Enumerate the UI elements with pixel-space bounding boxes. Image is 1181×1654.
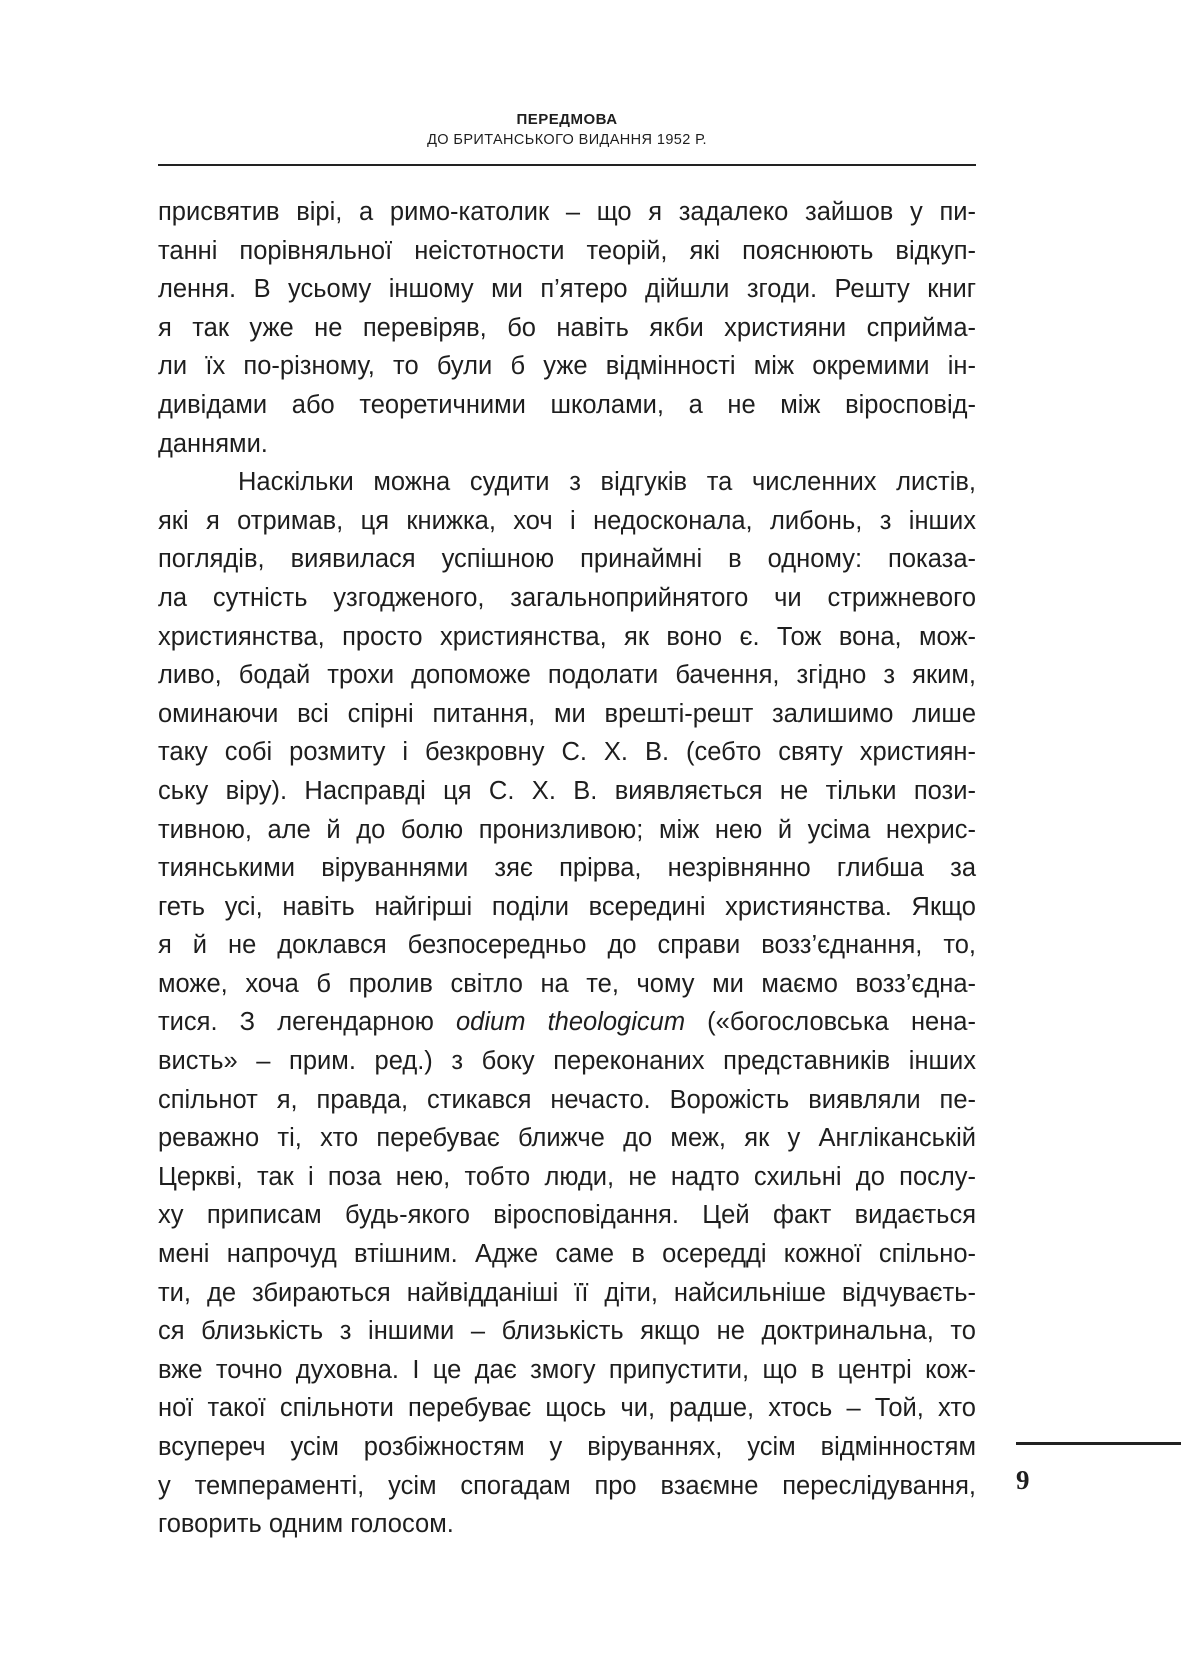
text-line: поглядів, виявилася успішною принаймні в одному: показа- xyxy=(158,545,976,574)
latin-phrase: odium theologicum xyxy=(456,1008,686,1037)
text-span: тися. З легендарною xyxy=(158,1008,456,1037)
text-line: ську віру). Насправді ця С. Х. В. виявляється не тільки пози- xyxy=(158,776,976,805)
header-rule xyxy=(158,164,976,166)
paragraph-1 xyxy=(158,193,976,463)
paragraph-2 xyxy=(158,463,976,1544)
text-line: у темпераменті, усім спогадам про взаємне переслідування, xyxy=(158,1471,976,1500)
header-subtitle: ДО БРИТАНСЬКОГО ВИДАННЯ 1952 Р. xyxy=(427,132,707,148)
text-line-with-italic xyxy=(158,1003,976,1042)
text-line: спільнот я, правда, стикався нечасто. Ворожість виявляли пе- xyxy=(158,1085,976,1114)
text-line: всупереч усім розбіжностям у віруваннях, усім відмінностям xyxy=(158,1433,976,1461)
body-text xyxy=(158,193,976,1544)
text-line: геть усі, навіть найгірші поділи всередині християнства. Якщо xyxy=(158,892,976,921)
text-line: даннями. xyxy=(158,429,268,458)
text-line: реважно ті, хто перебуває ближче до меж, як у Англіканській xyxy=(158,1124,976,1153)
page-number: 9 xyxy=(1016,1465,1030,1495)
text-line: ли їх по-різному, то були б уже відмінності між окремими ін- xyxy=(158,352,976,381)
text-line: вже точно духовна. І це дає змогу припустити, що в центрі кож- xyxy=(158,1355,976,1384)
text-line: оминаючи всі спірні питання, ми врешті-решт залишимо лише xyxy=(158,699,976,728)
text-line: лення. В усьому іншому ми п’ятеро дійшли згоди. Решту книг xyxy=(158,275,976,304)
text-line: може, хоча б пролив світло на те, чому ми маємо возз’єдна- xyxy=(158,969,976,998)
text-line: ти, де збираються найвідданіші її діти, найсильніше відчуваєть- xyxy=(158,1278,976,1307)
text-line: таку собі розмиту і безкровну С. Х. В. (себто святу християн- xyxy=(158,738,976,767)
text-line: танні порівняльної неістотности теорій, які пояснюють відкуп- xyxy=(158,236,976,265)
text-line: ливо, бодай трохи допоможе подолати бачення, згідно з яким, xyxy=(158,661,976,690)
text-line: християнства, просто християнства, як воно є. Тож вона, мож- xyxy=(158,622,976,651)
text-line: ла сутність узгодженого, загальноприйнятого чи стрижневого xyxy=(158,583,976,612)
text-line: мені напрочуд втішним. Адже саме в осередді кожної спільно- xyxy=(158,1240,976,1269)
text-line: говорить одним голосом. xyxy=(158,1510,454,1539)
text-line: Церкві, так і поза нею, тобто люди, не надто схильні до послу- xyxy=(158,1162,976,1191)
text-line: ху приписам будь-якого віросповідання. Цей факт видається xyxy=(158,1201,976,1230)
text-line: присвятив вірі, а римо-католик – що я задалеко зайшов у пи- xyxy=(158,198,976,226)
footer-rule xyxy=(1016,1442,1181,1445)
text-line: тивною, але й до болю пронизливою; між нею й усіма нехрис- xyxy=(158,815,976,844)
text-line: які я отримав, ця книжка, хоч і недосконала, либонь, з інших xyxy=(158,506,976,535)
text-line: я так уже не перевіряв, бо навіть якби християни сприйма- xyxy=(158,313,976,342)
text-line: дивідами або теоретичними школами, а не між віросповід- xyxy=(158,390,976,419)
text-line: Наскільки можна судити з відгуків та численних листів, xyxy=(238,468,976,497)
text-line: ся близькість з іншими – близькість якщо не доктринальна, то xyxy=(158,1317,976,1346)
text-span: («богословська нена- xyxy=(685,1008,976,1037)
text-line: тиянськими віруваннями зяє прірва, незрівнянно глибша за xyxy=(158,854,976,883)
text-line: ної такої спільноти перебуває щось чи, радше, хтось – Той, хто xyxy=(158,1394,976,1423)
header-title: ПЕРЕДМОВА xyxy=(516,111,618,128)
text-line: висть» – прим. ред.) з боку переконаних представників інших xyxy=(158,1047,976,1076)
running-header xyxy=(158,110,976,150)
text-line: я й не доклався безпосередньо до справи возз’єднання, то, xyxy=(158,931,976,960)
